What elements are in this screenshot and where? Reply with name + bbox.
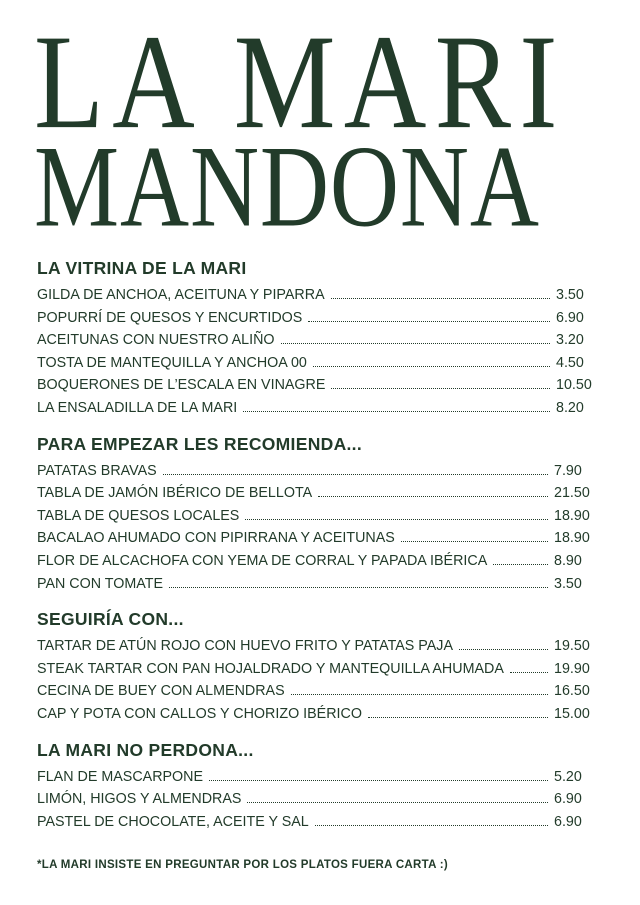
dish-name: POPURRÍ DE QUESOS Y ENCURTIDOS [37, 309, 303, 326]
dish-name: BACALAO AHUMADO CON PIPIRRANA Y ACEITUNAS [37, 530, 395, 547]
menu-section [37, 608, 592, 725]
dotted-leader [163, 473, 548, 475]
dish-price: 6.90 [556, 309, 584, 326]
dotted-leader [313, 365, 550, 367]
menu-item [37, 703, 592, 726]
dotted-leader [493, 563, 548, 565]
footnote: *LA MARI INSISTE EN PREGUNTAR POR LOS PLATOS FUERA CARTA :) [37, 859, 449, 871]
menu-section [37, 433, 592, 596]
menu-item [37, 573, 592, 596]
dish-price: 3.20 [556, 332, 584, 349]
dotted-leader [247, 801, 548, 803]
dish-name: STEAK TARTAR CON PAN HOJALDRADO Y MANTEQUILLA AHUMADA [37, 660, 504, 677]
dotted-leader [169, 586, 548, 588]
menu-item [37, 307, 592, 330]
restaurant-logo [0, 0, 640, 251]
dish-name: LA ENSALADILLA DE LA MARI [37, 399, 238, 416]
dish-price: 6.90 [554, 813, 582, 830]
menu-item [37, 329, 592, 352]
dish-price: 8.20 [556, 399, 584, 416]
logo-line-2: MANDONA [34, 121, 540, 251]
dotted-leader [291, 693, 548, 695]
dotted-leader [368, 716, 548, 718]
dotted-leader [308, 320, 550, 322]
dotted-leader [281, 342, 550, 344]
dotted-leader [510, 671, 548, 673]
menu-item [37, 550, 592, 573]
menu-item [37, 527, 592, 550]
section-title: LA MARI NO PERDONA... [37, 739, 254, 760]
dish-name: GILDA DE ANCHOA, ACEITUNA Y PIPARRA [37, 287, 325, 303]
dish-price: 21.50 [554, 485, 590, 502]
dish-price: 6.90 [554, 791, 582, 808]
menu-list [37, 257, 592, 846]
dotted-leader [209, 779, 548, 781]
dish-name: CECINA DE BUEY CON ALMENDRAS [37, 683, 285, 700]
dish-name: ACEITUNAS CON NUESTRO ALIÑO [37, 332, 275, 349]
dish-name: FLAN DE MASCARPONE [37, 768, 204, 785]
menu-item [37, 482, 592, 505]
dish-name: TABLA DE QUESOS LOCALES [37, 507, 240, 524]
menu-section [37, 739, 592, 834]
dish-name: PATATAS BRAVAS [37, 462, 157, 479]
dish-name: PAN CON TOMATE [37, 575, 164, 592]
menu-item [37, 680, 592, 703]
section-title: LA VITRINA DE LA MARI [37, 258, 247, 278]
menu-item [37, 397, 592, 420]
menu-item [37, 811, 592, 834]
dotted-leader [318, 495, 548, 497]
dotted-leader [331, 387, 550, 389]
dish-name: BOQUERONES DE L’ESCALA EN VINAGRE [37, 377, 326, 394]
dish-price: 18.90 [554, 507, 590, 524]
dotted-leader [401, 540, 548, 542]
dish-price: 19.90 [554, 660, 590, 677]
logo-line-1: LA MARI [34, 6, 566, 157]
menu-item [37, 788, 592, 811]
dish-name: TARTAR DE ATÚN ROJO CON HUEVO FRITO Y PATATAS PAJA [37, 638, 453, 655]
menu-item [37, 284, 592, 307]
menu-item [37, 460, 592, 483]
dish-price: 3.50 [554, 575, 582, 592]
menu-section [37, 257, 592, 420]
dish-name: LIMÓN, HIGOS Y ALMENDRAS [37, 791, 242, 808]
dish-price: 4.50 [556, 354, 584, 371]
menu-item [37, 352, 592, 375]
dish-name: TOSTA DE MANTEQUILLA Y ANCHOA 00 [37, 354, 307, 371]
dotted-leader [459, 648, 548, 650]
menu-item [37, 505, 592, 528]
menu-item [37, 766, 592, 789]
dish-price: 5.20 [554, 768, 582, 785]
dish-price: 8.90 [554, 552, 582, 569]
dish-price: 16.50 [554, 683, 590, 700]
section-title: SEGUIRÍA CON... [37, 609, 184, 630]
dish-price: 3.50 [556, 287, 584, 303]
dotted-leader [315, 824, 548, 826]
dish-price: 18.90 [554, 530, 590, 547]
dotted-leader [331, 297, 550, 299]
dish-price: 15.00 [554, 705, 590, 722]
menu-item [37, 374, 592, 397]
dish-price: 7.90 [554, 462, 582, 479]
dish-price: 10.50 [556, 377, 592, 394]
section-title: PARA EMPEZAR LES RECOMIENDA... [37, 433, 362, 454]
menu-item [37, 635, 592, 658]
menu-item [37, 658, 592, 681]
dish-name: PASTEL DE CHOCOLATE, ACEITE Y SAL [37, 813, 309, 830]
dotted-leader [243, 410, 550, 412]
dish-name: CAP Y POTA CON CALLOS Y CHORIZO IBÉRICO [37, 705, 362, 722]
dish-name: TABLA DE JAMÓN IBÉRICO DE BELLOTA [37, 485, 313, 502]
dish-name: FLOR DE ALCACHOFA CON YEMA DE CORRAL Y PAPADA IBÉRICA [37, 552, 488, 569]
dotted-leader [245, 518, 548, 520]
dish-price: 19.50 [554, 638, 590, 655]
